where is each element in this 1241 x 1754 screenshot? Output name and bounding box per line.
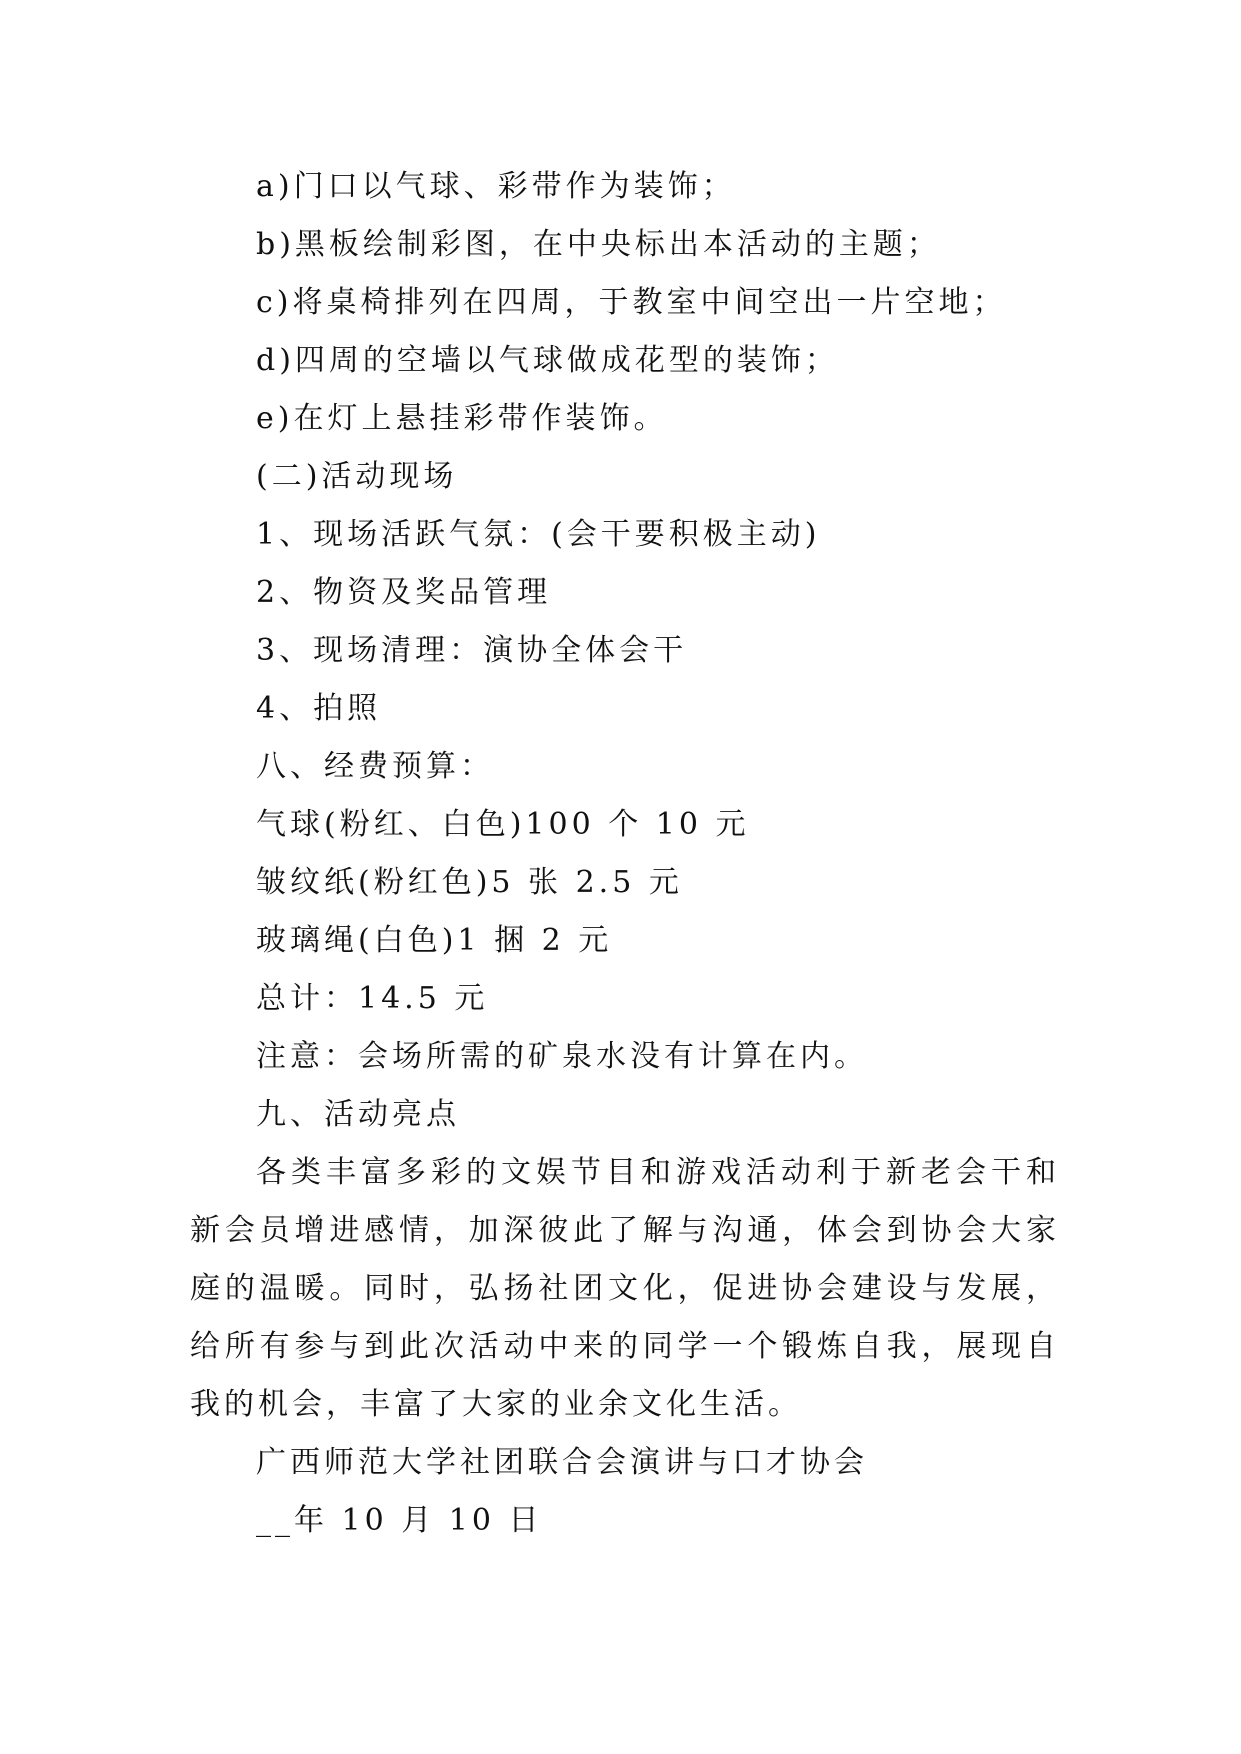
signature-date: __年 10 月 10 日: [256, 1503, 543, 1538]
onsite-item-2: 2、物资及奖品管理: [256, 575, 552, 610]
highlights-heading: 九、活动亮点: [256, 1097, 460, 1132]
budget-item-string: 玻璃绳(白色)1 捆 2 元: [256, 923, 613, 958]
signature-organization: 广西师范大学社团联合会演讲与口才协会: [256, 1445, 868, 1480]
budget-item-crepe-paper: 皱纹纸(粉红色)5 张 2.5 元: [256, 865, 683, 900]
highlights-paragraph: 各类丰富多彩的文娱节目和游戏活动利于新老会干和新会员增进感情，加深彼此了解与沟通，体会到协会大家庭的温暖。同时，弘扬社团文化，促进协会建设与发展，给所有参与到此次活动中来的同学一个锻炼自我，展现自我的机会，丰富了大家的业余文化生活。: [190, 1155, 1060, 1422]
decoration-item-e: e)在灯上悬挂彩带作装饰。: [256, 401, 668, 436]
decoration-item-b: b)黑板绘制彩图，在中央标出本活动的主题；: [256, 227, 941, 262]
budget-note: 注意：会场所需的矿泉水没有计算在内。: [256, 1039, 868, 1074]
onsite-item-1: 1、现场活跃气氛：(会干要积极主动): [256, 517, 821, 552]
decoration-item-d: d)四周的空墙以气球做成花型的装饰；: [256, 343, 839, 378]
decoration-item-c: c)将桌椅排列在四周，于教室中间空出一片空地；: [256, 285, 1007, 320]
budget-item-balloons: 气球(粉红、白色)100 个 10 元: [256, 807, 750, 842]
decoration-item-a: a)门口以气球、彩带作为装饰；: [256, 169, 736, 204]
budget-heading: 八、经费预算：: [256, 749, 494, 784]
budget-total: 总计：14.5 元: [256, 981, 489, 1016]
onsite-item-4: 4、拍照: [256, 691, 382, 726]
onsite-item-3: 3、现场清理：演协全体会干: [256, 633, 688, 668]
onsite-heading: (二)活动现场: [256, 459, 458, 494]
